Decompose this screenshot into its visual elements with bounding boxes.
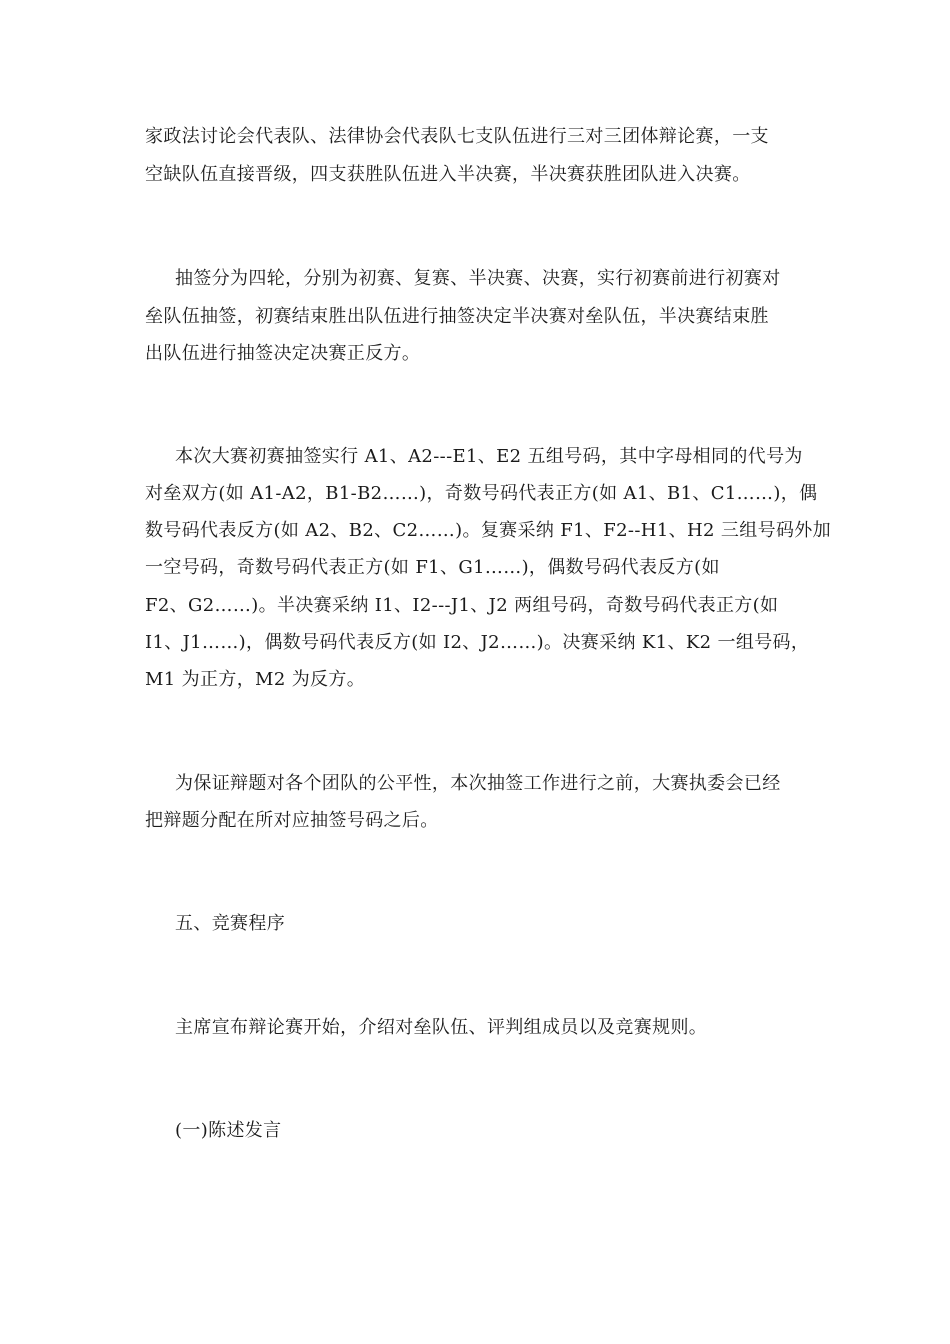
paragraph-3-line-5: F2、G2……)。半决赛采纳 I1、I2---J1、J2 两组号码，奇数号码代表正方(如	[145, 595, 779, 616]
paragraph-3-line-2: 对垒双方(如 A1-A2，B1-B2……)，奇数号码代表正方(如 A1、B1、C1……)，偶	[145, 483, 818, 504]
paragraph-3-line-4: 一空号码，奇数号码代表正方(如 F1、G1……)，偶数号码代表反方(如	[145, 557, 720, 578]
paragraph-3-line-3: 数号码代表反方(如 A2、B2、C2……)。复赛采纳 F1、F2--H1、H2 三组号码外加	[145, 520, 832, 541]
paragraph-2-line-2: 垒队伍抽签，初赛结束胜出队伍进行抽签决定半决赛对垒队伍，半决赛结束胜	[145, 306, 769, 327]
paragraph-3-line-6: I1、J1……)，偶数号码代表反方(如 I2、J2……)。决赛采纳 K1、K2 一组号码，	[145, 632, 810, 653]
paragraph-6-line-1: 主席宣布辩论赛开始，介绍对垒队伍、评判组成员以及竞赛规则。	[175, 1017, 708, 1038]
paragraph-3-line-7: M1 为正方，M2 为反方。	[145, 669, 366, 690]
paragraph-2-line-1: 抽签分为四轮，分别为初赛、复赛、半决赛、决赛，实行初赛前进行初赛对	[175, 268, 781, 289]
section-heading: 五、竞赛程序	[175, 913, 286, 934]
paragraph-2-line-3: 出队伍进行抽签决定决赛正反方。	[145, 343, 421, 364]
paragraph-1-line-2: 空缺队伍直接晋级，四支获胜队伍进入半决赛，半决赛获胜团队进入决赛。	[145, 164, 751, 185]
paragraph-4-line-1: 为保证辩题对各个团队的公平性，本次抽签工作进行之前，大赛执委会已经	[175, 773, 781, 794]
paragraph-4-line-2: 把辩题分配在所对应抽签号码之后。	[145, 810, 439, 831]
subsection-heading: (一)陈述发言	[175, 1120, 282, 1141]
paragraph-1-line-1: 家政法讨论会代表队、法律协会代表队七支队伍进行三对三团体辩论赛，一支	[145, 126, 769, 147]
paragraph-3-line-1: 本次大赛初赛抽签实行 A1、A2---E1、E2 五组号码，其中字母相同的代号为	[175, 446, 803, 467]
